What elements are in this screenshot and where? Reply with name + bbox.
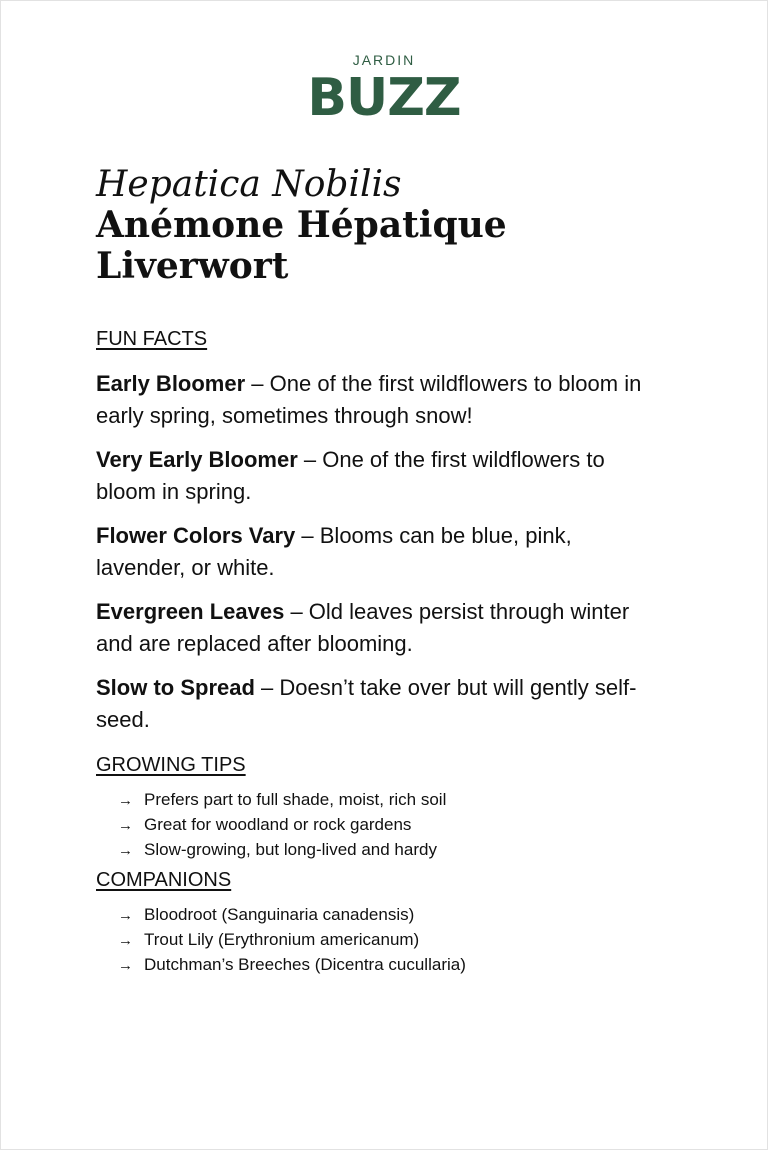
fun-facts-heading: FUN FACTS bbox=[96, 328, 208, 350]
list-item bbox=[118, 903, 656, 928]
list-item-text: Trout Lily (Erythronium americanum) bbox=[144, 930, 420, 949]
fact-title: Slow to Spread bbox=[96, 675, 255, 700]
list-item bbox=[118, 813, 656, 838]
fact-title: Flower Colors Vary bbox=[96, 523, 296, 548]
fact-text: – Blooms can be blue, pink, lavender, or white. bbox=[96, 523, 572, 580]
fact-text: – One of the first wildflowers to bloom in early spring, sometimes through snow! bbox=[96, 371, 642, 428]
arrow-right-icon: → bbox=[118, 957, 133, 974]
companions-list bbox=[96, 903, 656, 978]
list-item bbox=[118, 838, 656, 863]
fact-text: – Doesn’t take over but will gently self-seed. bbox=[96, 675, 637, 732]
fact-item bbox=[96, 368, 656, 432]
title-block bbox=[96, 164, 716, 287]
logo-small-text: JARDIN bbox=[352, 52, 416, 68]
fact-item bbox=[96, 520, 656, 584]
logo bbox=[0, 50, 768, 128]
fact-text: – Old leaves persist through winter and are replaced after blooming. bbox=[96, 599, 630, 656]
title-english: Liverwort bbox=[96, 245, 289, 287]
list-item bbox=[118, 928, 656, 953]
list-item bbox=[118, 953, 656, 978]
logo-big-text: BUZZ bbox=[307, 68, 461, 128]
fact-item bbox=[96, 444, 656, 508]
title-latin: Hepatica Nobilis bbox=[96, 164, 402, 205]
fact-text: – One of the first wildflowers to bloom in spring. bbox=[96, 447, 605, 504]
list-item-text: Dutchman’s Breeches (Dicentra cucullaria) bbox=[144, 955, 466, 974]
fact-title: Very Early Bloomer bbox=[96, 447, 298, 472]
list-item-text: Slow-growing, but long-lived and hardy bbox=[144, 840, 437, 859]
list-item-text: Great for woodland or rock gardens bbox=[144, 815, 412, 834]
arrow-right-icon: → bbox=[118, 932, 133, 949]
fact-item bbox=[96, 596, 656, 660]
arrow-right-icon: → bbox=[118, 792, 133, 809]
arrow-right-icon: → bbox=[118, 907, 133, 924]
title-french: Anémone Hépatique bbox=[96, 204, 507, 246]
list-item-text: Bloodroot (Sanguinaria canadensis) bbox=[144, 905, 415, 924]
fact-title: Evergreen Leaves bbox=[96, 599, 285, 624]
fun-facts-list bbox=[96, 368, 656, 736]
arrow-right-icon: → bbox=[118, 842, 133, 859]
growing-tips-list bbox=[96, 788, 656, 863]
list-item bbox=[118, 788, 656, 813]
growing-tips-heading: GROWING TIPS bbox=[96, 754, 246, 776]
arrow-right-icon: → bbox=[118, 817, 133, 834]
companions-heading: COMPANIONS bbox=[96, 869, 232, 891]
fact-title: Early Bloomer bbox=[96, 371, 246, 396]
fact-item bbox=[96, 672, 656, 736]
list-item-text: Prefers part to full shade, moist, rich soil bbox=[144, 790, 447, 809]
content bbox=[96, 326, 656, 978]
